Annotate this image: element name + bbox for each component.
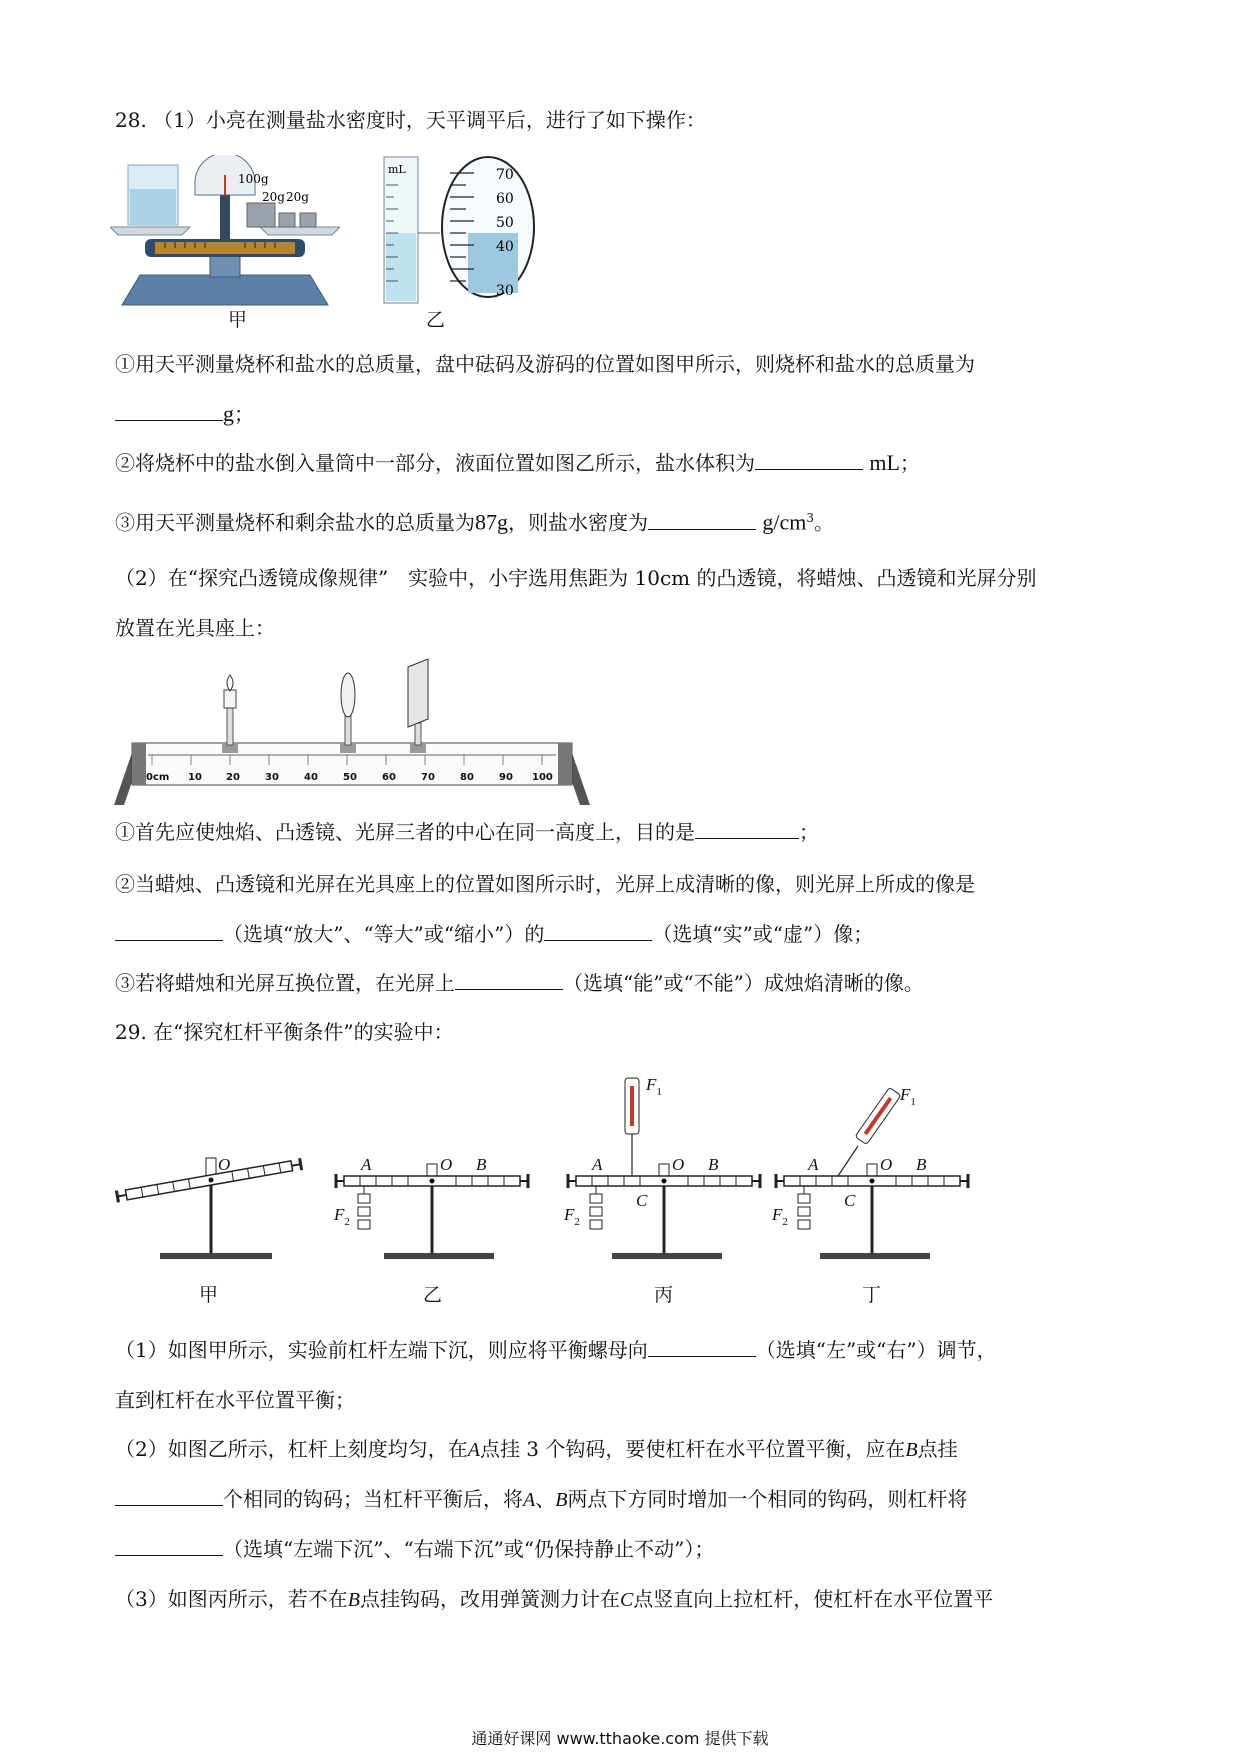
bench-tick-100: 100 bbox=[532, 772, 553, 783]
answer-blank-image-size[interactable] bbox=[115, 920, 223, 941]
weight-20g-b: 20g bbox=[286, 190, 309, 204]
q28-p2-item2: ②当蜡烛、凸透镜和光屏在光具座上的位置如图所示时，光屏上成清晰的像，则光屏上所成的像是 bbox=[115, 872, 975, 896]
convex-lens bbox=[340, 673, 356, 753]
zoom-tick-60: 60 bbox=[496, 191, 514, 207]
answer-blank-volume[interactable] bbox=[755, 449, 863, 470]
q28-item2: ②将烧杯中的盐水倒入量筒中一部分，液面位置如图乙所示，盐水体积为 mL； bbox=[115, 450, 920, 475]
q29-p2-line2: 个相同的钩码；当杠杆平衡后，将A、B两点下方同时增加一个相同的钩码，则杠杆将 bbox=[115, 1485, 967, 1514]
cylinder-unit: mL bbox=[388, 163, 406, 176]
bench-tick-60: 60 bbox=[382, 772, 396, 783]
label-o-yi: O bbox=[440, 1155, 453, 1174]
q28-intro: 28. （1）小亮在测量盐水密度时，天平调平后，进行了如下操作： bbox=[115, 108, 706, 132]
bench-tick-50: 50 bbox=[343, 772, 357, 783]
label-c-ding: C bbox=[844, 1191, 856, 1210]
q28-item3: ③用天平测量烧杯和剩余盐水的总质量为87g，则盐水密度为 $g/cm^3$。 bbox=[115, 509, 834, 535]
bench-tick-20: 20 bbox=[226, 772, 240, 783]
candle bbox=[222, 675, 238, 753]
lever-ding bbox=[771, 1085, 968, 1259]
bench-tick-0: 0cm bbox=[146, 772, 170, 783]
q28-part2-line2: 放置在光具座上： bbox=[115, 616, 275, 640]
bench-tick-40: 40 bbox=[304, 772, 318, 783]
lever-yi bbox=[333, 1155, 528, 1259]
q29-p1: （1）如图甲所示，实验前杠杆左端下沉，则应将平衡螺母向 （选填“左”或“右”）调节， bbox=[115, 1338, 997, 1362]
q29-p3: （3）如图丙所示，若不在B点挂钩码，改用弹簧测力计在C点竖直向上拉杠杆，使杠杆在水平位置平 bbox=[115, 1587, 994, 1611]
q28-item1: ①用天平测量烧杯和盐水的总质量，盘中砝码及游码的位置如图甲所示，则烧杯和盐水的总质量为 bbox=[115, 352, 975, 376]
q29-intro: 29. 在“探究杠杆平衡条件”的实验中： bbox=[115, 1020, 454, 1044]
answer-blank-nut-direction[interactable] bbox=[648, 1336, 756, 1357]
label-a-yi: A bbox=[361, 1155, 372, 1174]
label-o-bing: O bbox=[672, 1155, 685, 1174]
weight-20g-a: 20g bbox=[262, 190, 285, 204]
bench-tick-90: 90 bbox=[499, 772, 513, 783]
answer-blank-density[interactable] bbox=[648, 509, 756, 530]
label-f2-yi: $F_2$ bbox=[334, 1205, 350, 1228]
label-b-bing: B bbox=[708, 1155, 719, 1174]
cylinder-figure bbox=[378, 155, 538, 305]
answer-blank-lever-result[interactable] bbox=[115, 1535, 223, 1556]
bench-tick-80: 80 bbox=[460, 772, 474, 783]
lever-caption-ding: 丁 bbox=[862, 1284, 882, 1306]
zoom-tick-50: 50 bbox=[496, 215, 514, 231]
label-f1-ding: $F_1$ bbox=[900, 1085, 916, 1108]
q28-part2-line1: （2）在“探究凸透镜成像规律” 实验中，小宇选用焦距为 10cm 的凸透镜，将蜡烛、凸透镜和光屏分别 bbox=[115, 566, 1037, 590]
q29-p1-line2: 直到杠杆在水平位置平衡； bbox=[115, 1388, 355, 1412]
lever-jia bbox=[116, 1155, 301, 1259]
light-screen bbox=[408, 659, 428, 753]
zoom-tick-40: 40 bbox=[496, 239, 514, 255]
label-a-bing: A bbox=[592, 1155, 603, 1174]
bench-tick-30: 30 bbox=[265, 772, 279, 783]
page-footer: 通通好课网 www.tthaoke.com 提供下载 bbox=[471, 1729, 769, 1748]
q29-p2-line3: （选填“左端下沉”、“右端下沉”或“仍保持静止不动”）； bbox=[115, 1535, 714, 1563]
answer-blank-image-type[interactable] bbox=[544, 920, 652, 941]
optical-bench-figure bbox=[112, 655, 592, 810]
q28-p2-item1: ①首先应使烛焰、凸透镜、光屏三者的中心在同一高度上，目的是 ； bbox=[115, 820, 819, 844]
bench-tick-70: 70 bbox=[421, 772, 435, 783]
label-o-ding: O bbox=[880, 1155, 893, 1174]
label-f2-bing: $F_2$ bbox=[564, 1205, 580, 1228]
label-b-yi: B bbox=[476, 1155, 487, 1174]
label-f2-ding: $F_2$ bbox=[772, 1205, 788, 1228]
label-c-bing: C bbox=[636, 1191, 648, 1210]
fig-yi-caption: 乙 bbox=[426, 309, 446, 331]
lever-caption-bing: 丙 bbox=[654, 1284, 674, 1306]
label-f1-bing: $F_1$ bbox=[646, 1075, 662, 1098]
bench-tick-10: 10 bbox=[188, 772, 202, 783]
answer-blank-mass[interactable] bbox=[115, 400, 223, 421]
fig-jia-caption: 甲 bbox=[228, 309, 248, 331]
balance-figure bbox=[110, 155, 340, 325]
answer-blank-purpose[interactable] bbox=[695, 818, 799, 839]
weight-100g: 100g bbox=[238, 172, 269, 186]
lever-caption-yi: 乙 bbox=[423, 1284, 443, 1306]
lever-caption-jia: 甲 bbox=[199, 1284, 219, 1306]
q29-p2: （2）如图乙所示，杠杆上刻度均匀，在A点挂 3 个钩码，要使杠杆在水平位置平衡，应在B点挂 bbox=[115, 1437, 958, 1461]
label-o-jia: O bbox=[218, 1155, 231, 1174]
label-b-ding: B bbox=[916, 1155, 927, 1174]
q28-item1-line2: g； bbox=[115, 400, 254, 428]
answer-blank-swap[interactable] bbox=[455, 969, 563, 990]
zoom-tick-70: 70 bbox=[496, 167, 514, 183]
answer-blank-hook-count[interactable] bbox=[115, 1485, 223, 1506]
label-a-ding: A bbox=[808, 1155, 819, 1174]
zoom-tick-30: 30 bbox=[496, 283, 514, 299]
q28-p2-item2-line2: （选填“放大”、“等大”或“缩小”）的 （选填“实”或“虚”）像； bbox=[115, 920, 873, 948]
q28-p2-item3: ③若将蜡烛和光屏互换位置，在光屏上 （选填“能”或“不能”）成烛焰清晰的像。 bbox=[115, 971, 924, 995]
lever-figures bbox=[112, 1070, 992, 1290]
lever-bing bbox=[563, 1075, 760, 1259]
